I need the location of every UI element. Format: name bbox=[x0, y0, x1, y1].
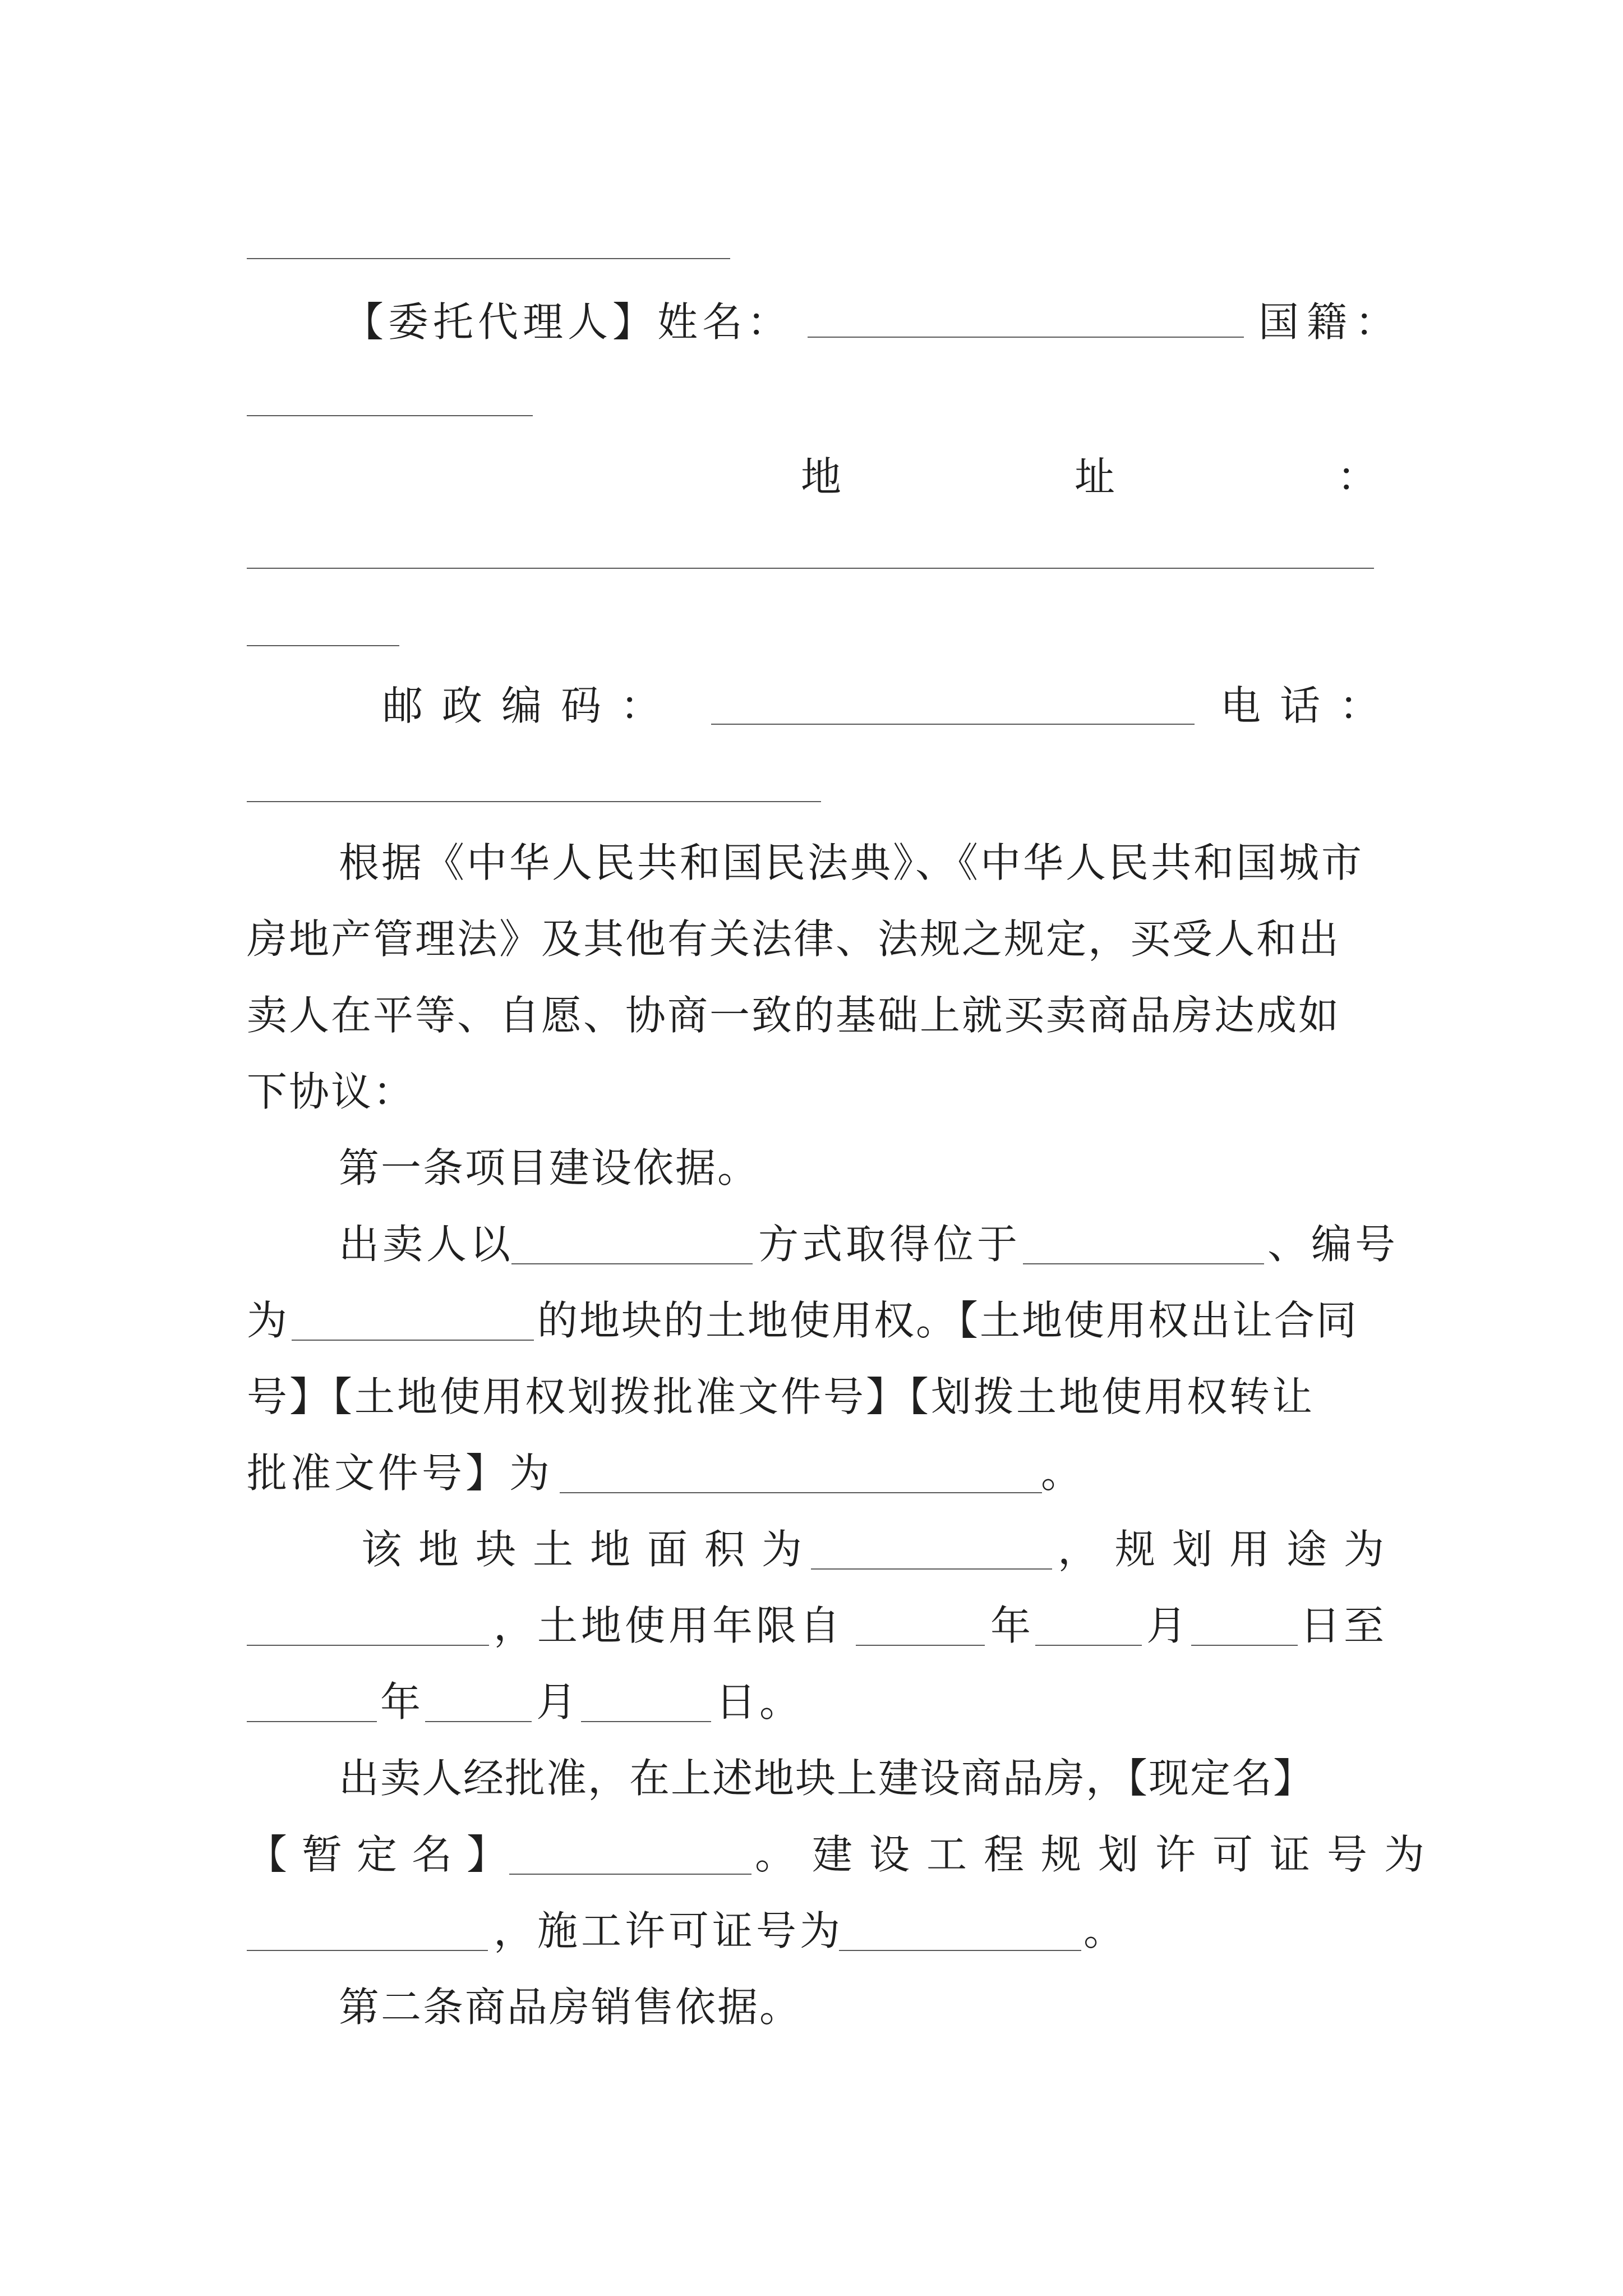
article1-text: 该地块土地面积为 bbox=[361, 1526, 819, 1573]
project-name-field[interactable] bbox=[509, 1874, 751, 1875]
address-field[interactable] bbox=[247, 568, 1374, 569]
article1-text: 年 bbox=[380, 1678, 421, 1726]
phone-label: 电话： bbox=[1220, 682, 1399, 729]
start-year-field[interactable] bbox=[856, 1645, 985, 1646]
land-area-field[interactable] bbox=[811, 1568, 1052, 1570]
phone-field[interactable] bbox=[247, 801, 821, 802]
planned-use-field[interactable] bbox=[247, 1645, 489, 1646]
preamble-line: 房地产管理法》及其他有关法律、法规之规定，买受人和出 bbox=[247, 915, 1341, 963]
preamble-line: 根据《中华人民共和国民法典》、《中华人民共和国城市 bbox=[339, 839, 1364, 886]
agent-name-label: 【委托代理人】姓名： bbox=[343, 298, 792, 346]
planning-permit-field[interactable] bbox=[247, 1950, 488, 1951]
article1-text: 出卖人以 bbox=[339, 1221, 514, 1268]
address-label-char: 地 bbox=[801, 453, 842, 500]
article1-text: ，规划用途为 bbox=[1058, 1526, 1401, 1573]
address-label-colon: ： bbox=[1337, 453, 1378, 500]
article1-text: 批准文件号】为 bbox=[247, 1450, 554, 1497]
nationality-field[interactable] bbox=[247, 415, 533, 416]
article1-text: 的地块的土地使用权。【土地使用权出让合同 bbox=[537, 1297, 1359, 1344]
nationality-label: 国籍： bbox=[1258, 298, 1404, 346]
agent-name-field[interactable] bbox=[808, 337, 1244, 338]
start-month-field[interactable] bbox=[1035, 1645, 1142, 1646]
end-day-field[interactable] bbox=[581, 1721, 711, 1722]
article-heading: 第一条项目建设依据。 bbox=[339, 1144, 760, 1191]
article1-text: ，施工许可证号为 bbox=[494, 1907, 844, 1954]
postcode-field[interactable] bbox=[711, 724, 1195, 725]
article1-text: 。 bbox=[1083, 1907, 1124, 1954]
end-year-field[interactable] bbox=[247, 1721, 377, 1722]
article1-text: 。 bbox=[1041, 1450, 1082, 1497]
article1-text: 日。 bbox=[716, 1678, 804, 1726]
article1-text: 号】【土地使用权划拨批准文件号】【划拨土地使用权转让 bbox=[247, 1373, 1315, 1420]
address-field-continued[interactable] bbox=[247, 645, 399, 646]
construction-permit-field[interactable] bbox=[839, 1950, 1081, 1951]
article1-text: 【暂定名】 bbox=[247, 1831, 522, 1878]
acquisition-method-field[interactable] bbox=[511, 1263, 753, 1264]
article1-text: 为 bbox=[247, 1297, 288, 1344]
preamble-line: 下协议： bbox=[247, 1068, 416, 1115]
land-location-field[interactable] bbox=[1023, 1263, 1264, 1264]
article1-text: 月 bbox=[536, 1678, 577, 1726]
address-label-char: 址 bbox=[1075, 453, 1115, 500]
start-day-field[interactable] bbox=[1191, 1645, 1298, 1646]
article1-text: 、编号 bbox=[1267, 1221, 1399, 1268]
postcode-label: 邮政编码： bbox=[382, 682, 680, 729]
article1-text: 。建设工程规划许可证号为 bbox=[755, 1831, 1442, 1878]
article-heading: 第二条商品房销售依据。 bbox=[339, 1984, 802, 2031]
article1-text: 方式取得位于 bbox=[758, 1221, 1021, 1268]
article1-text: 日至 bbox=[1300, 1602, 1388, 1649]
land-number-field[interactable] bbox=[292, 1340, 534, 1341]
article1-text: 年 bbox=[990, 1602, 1031, 1649]
article1-text: 月 bbox=[1146, 1602, 1187, 1649]
approval-number-field[interactable] bbox=[560, 1492, 1042, 1493]
fill-blank bbox=[247, 258, 730, 259]
article1-text: ，土地使用年限自 bbox=[494, 1602, 844, 1649]
end-month-field[interactable] bbox=[425, 1721, 532, 1722]
preamble-line: 卖人在平等、自愿、协商一致的基础上就买卖商品房达成如 bbox=[247, 992, 1341, 1039]
article1-text: 出卖人经批准，在上述地块上建设商品房，【现定名】 bbox=[339, 1755, 1315, 1802]
